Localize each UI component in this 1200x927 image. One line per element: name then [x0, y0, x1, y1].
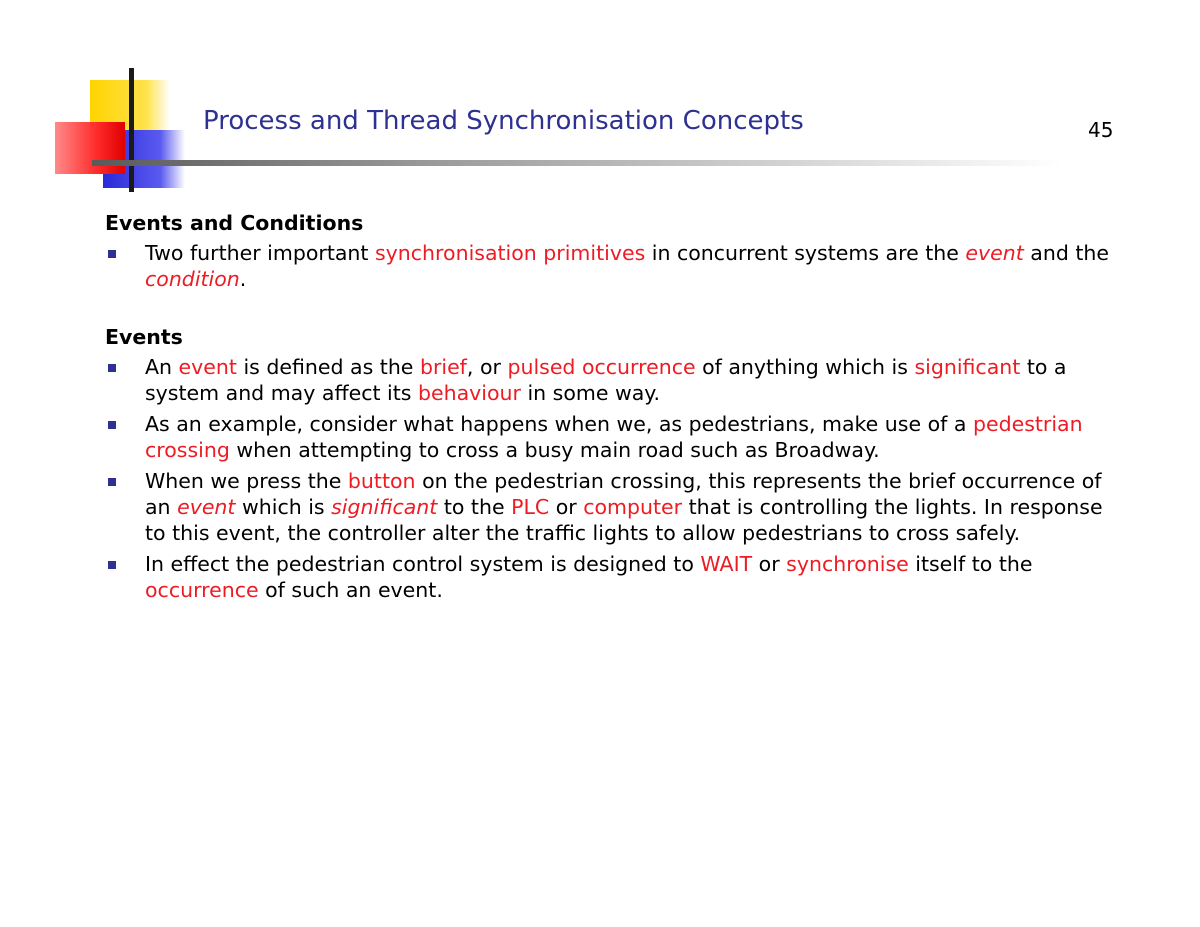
- text-segment: to a system and may affect its: [145, 355, 1067, 405]
- text-segment: on the pedestrian crossing, this represents the brief occurrence of an: [145, 469, 1102, 519]
- square-bullet-icon: [108, 364, 116, 372]
- highlighted-term: condition: [145, 267, 240, 291]
- text-segment: .: [239, 267, 247, 291]
- text-segment: and the: [1023, 241, 1110, 265]
- highlighted-term: pulsed occurrence: [507, 355, 696, 379]
- highlighted-term: button: [347, 469, 416, 493]
- text-segment: in concurrent systems are the: [645, 241, 966, 265]
- bullet-item: [105, 551, 1115, 603]
- logo-red-square: [55, 122, 125, 174]
- bullet-list: [105, 240, 1115, 292]
- text-segment: An: [145, 355, 179, 379]
- highlighted-term: pedestrian crossing: [145, 412, 1083, 462]
- bullet-item: [105, 411, 1115, 463]
- text-segment: is defined as the: [236, 355, 420, 379]
- bullet-item: [105, 354, 1115, 406]
- text-segment: In effect the pedestrian control system is designed to: [145, 552, 701, 576]
- page-number: 45: [1088, 118, 1114, 142]
- text-segment: itself to the: [908, 552, 1033, 576]
- text-segment: which is: [235, 495, 332, 519]
- title-underline: [92, 160, 1062, 166]
- square-bullet-icon: [108, 421, 116, 429]
- logo-vertical-bar: [129, 68, 134, 192]
- highlighted-term: event: [178, 355, 237, 379]
- text-segment: in some way.: [520, 381, 661, 405]
- highlighted-term: significant: [914, 355, 1021, 379]
- text-segment: As an example, consider what happens when we, as pedestrians, make use of a: [145, 412, 973, 436]
- text-segment: of anything which is: [695, 355, 915, 379]
- text-segment: When we press the: [145, 469, 348, 493]
- highlighted-term: event: [177, 495, 236, 519]
- highlighted-term: WAIT: [700, 552, 753, 576]
- square-bullet-icon: [108, 561, 116, 569]
- text-segment: that is controlling the lights. In response to this event, the controller alter the traffic lights to allow pedestrians to cross safely.: [145, 495, 1103, 545]
- text-segment: when attempting to cross a busy main road such as Broadway.: [229, 438, 880, 462]
- section-heading: Events: [105, 325, 183, 349]
- slide-logo-graphic: [0, 0, 200, 200]
- slide-title: Process and Thread Synchronisation Concepts: [203, 106, 804, 136]
- text-segment: or: [752, 552, 787, 576]
- section-events: [105, 324, 1115, 603]
- text-segment: or: [549, 495, 584, 519]
- section-heading: Events and Conditions: [105, 211, 364, 235]
- bullet-list: [105, 354, 1115, 603]
- highlighted-term: significant: [331, 495, 438, 519]
- highlighted-term: behaviour: [417, 381, 521, 405]
- highlighted-term: event: [965, 241, 1024, 265]
- text-segment: of such an event.: [258, 578, 443, 602]
- square-bullet-icon: [108, 250, 116, 258]
- highlighted-term: computer: [583, 495, 683, 519]
- highlighted-term: occurrence: [145, 578, 259, 602]
- slide-content: [105, 210, 1115, 608]
- highlighted-term: PLC: [511, 495, 550, 519]
- text-segment: , or: [466, 355, 508, 379]
- square-bullet-icon: [108, 478, 116, 486]
- highlighted-term: brief: [419, 355, 467, 379]
- highlighted-term: synchronise: [786, 552, 909, 576]
- section-events-and-conditions: [105, 210, 1115, 292]
- bullet-item: [105, 240, 1115, 292]
- text-segment: Two further important: [145, 241, 375, 265]
- highlighted-term: synchronisation primitives: [374, 241, 646, 265]
- text-segment: to the: [437, 495, 512, 519]
- bullet-item: [105, 468, 1115, 546]
